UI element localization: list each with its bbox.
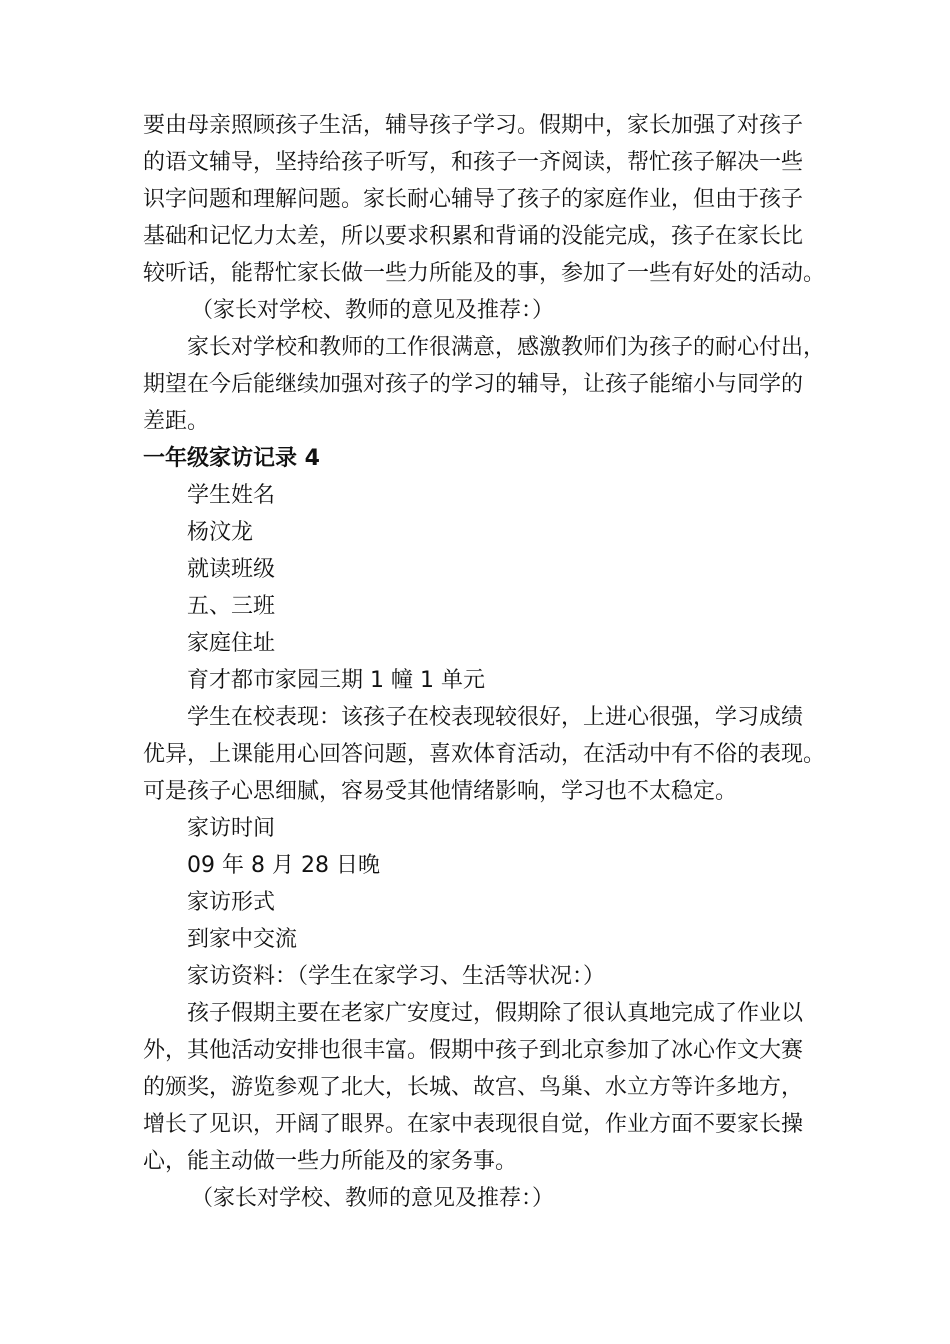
visit-material-label: 家访资料：（学生在家学习、生活等状况：） bbox=[187, 964, 606, 989]
paragraph-line: 基础和记忆力太差，所以要求积累和背诵的没能完成，孩子在家长比 bbox=[143, 224, 804, 249]
paragraph-line: 期望在今后能继续加强对孩子的学习的辅导，让孩子能缩小与同学的 bbox=[143, 372, 804, 397]
paragraph-line: 增长了见识，开阔了眼界。在家中表现很自觉，作业方面不要家长操 bbox=[143, 1112, 804, 1137]
address-value: 育才都市家园三期 1 幢 1 单元 bbox=[187, 668, 485, 693]
paragraph-line: 可是孩子心思细腻，容易受其他情绪影响，学习也不太稳定。 bbox=[143, 779, 738, 804]
paragraph-line: 的颁奖，游览参观了北大，长城、故宫、鸟巢、水立方等许多地方， bbox=[143, 1075, 804, 1100]
paragraph-visit-material bbox=[143, 995, 823, 1180]
paragraph-line: 较听话，能帮忙家长做一些力所能及的事，参加了一些有好处的活动。 bbox=[143, 261, 826, 286]
paragraph-parent-support bbox=[143, 107, 826, 292]
class-label: 就读班级 bbox=[187, 557, 276, 582]
visit-form-label: 家访形式 bbox=[187, 890, 276, 915]
parent-opinion-label: （家长对学校、教师的意见及推荐：） bbox=[191, 298, 555, 323]
paragraph-line: 学生在校表现：该孩子在校表现较很好，上进心很强，学习成绩 bbox=[187, 705, 804, 730]
section-heading: 一年级家访记录 4 bbox=[143, 446, 320, 471]
paragraph-line: 心，能主动做一些力所能及的家务事。 bbox=[143, 1149, 518, 1174]
paragraph-line: 外，其他活动安排也很丰富。假期中孩子到北京参加了冰心作文大赛 bbox=[143, 1038, 804, 1063]
paragraph-line: 要由母亲照顾孩子生活，辅导孩子学习。假期中，家长加强了对孩子 bbox=[143, 113, 804, 138]
paragraph-line: 优异，上课能用心回答问题，喜欢体育活动，在活动中有不俗的表现。 bbox=[143, 742, 826, 767]
parent-opinion-label-2: （家长对学校、教师的意见及推荐：） bbox=[191, 1186, 555, 1211]
visit-time-label: 家访时间 bbox=[187, 816, 276, 841]
paragraph-line: 差距。 bbox=[143, 409, 210, 434]
paragraph-line: 孩子假期主要在老家广安度过，假期除了很认真地完成了作业以 bbox=[187, 1001, 804, 1026]
student-name-value: 杨汶龙 bbox=[187, 520, 254, 545]
paragraph-line: 识字问题和理解问题。家长耐心辅导了孩子的家庭作业，但由于孩子 bbox=[143, 187, 804, 212]
visit-form-value: 到家中交流 bbox=[187, 927, 298, 952]
class-value: 五、三班 bbox=[187, 594, 276, 619]
visit-time-value: 09 年 8 月 28 日晚 bbox=[187, 853, 380, 878]
paragraph-parent-opinion bbox=[143, 329, 826, 440]
paragraph-line: 家长对学校和教师的工作很满意，感激教师们为孩子的耐心付出， bbox=[187, 335, 826, 360]
paragraph-school-performance bbox=[143, 699, 826, 810]
document-body bbox=[143, 107, 826, 1217]
address-label: 家庭住址 bbox=[187, 631, 276, 656]
student-name-label: 学生姓名 bbox=[187, 483, 276, 508]
paragraph-line: 的语文辅导，坚持给孩子听写，和孩子一齐阅读，帮忙孩子解决一些 bbox=[143, 150, 804, 175]
